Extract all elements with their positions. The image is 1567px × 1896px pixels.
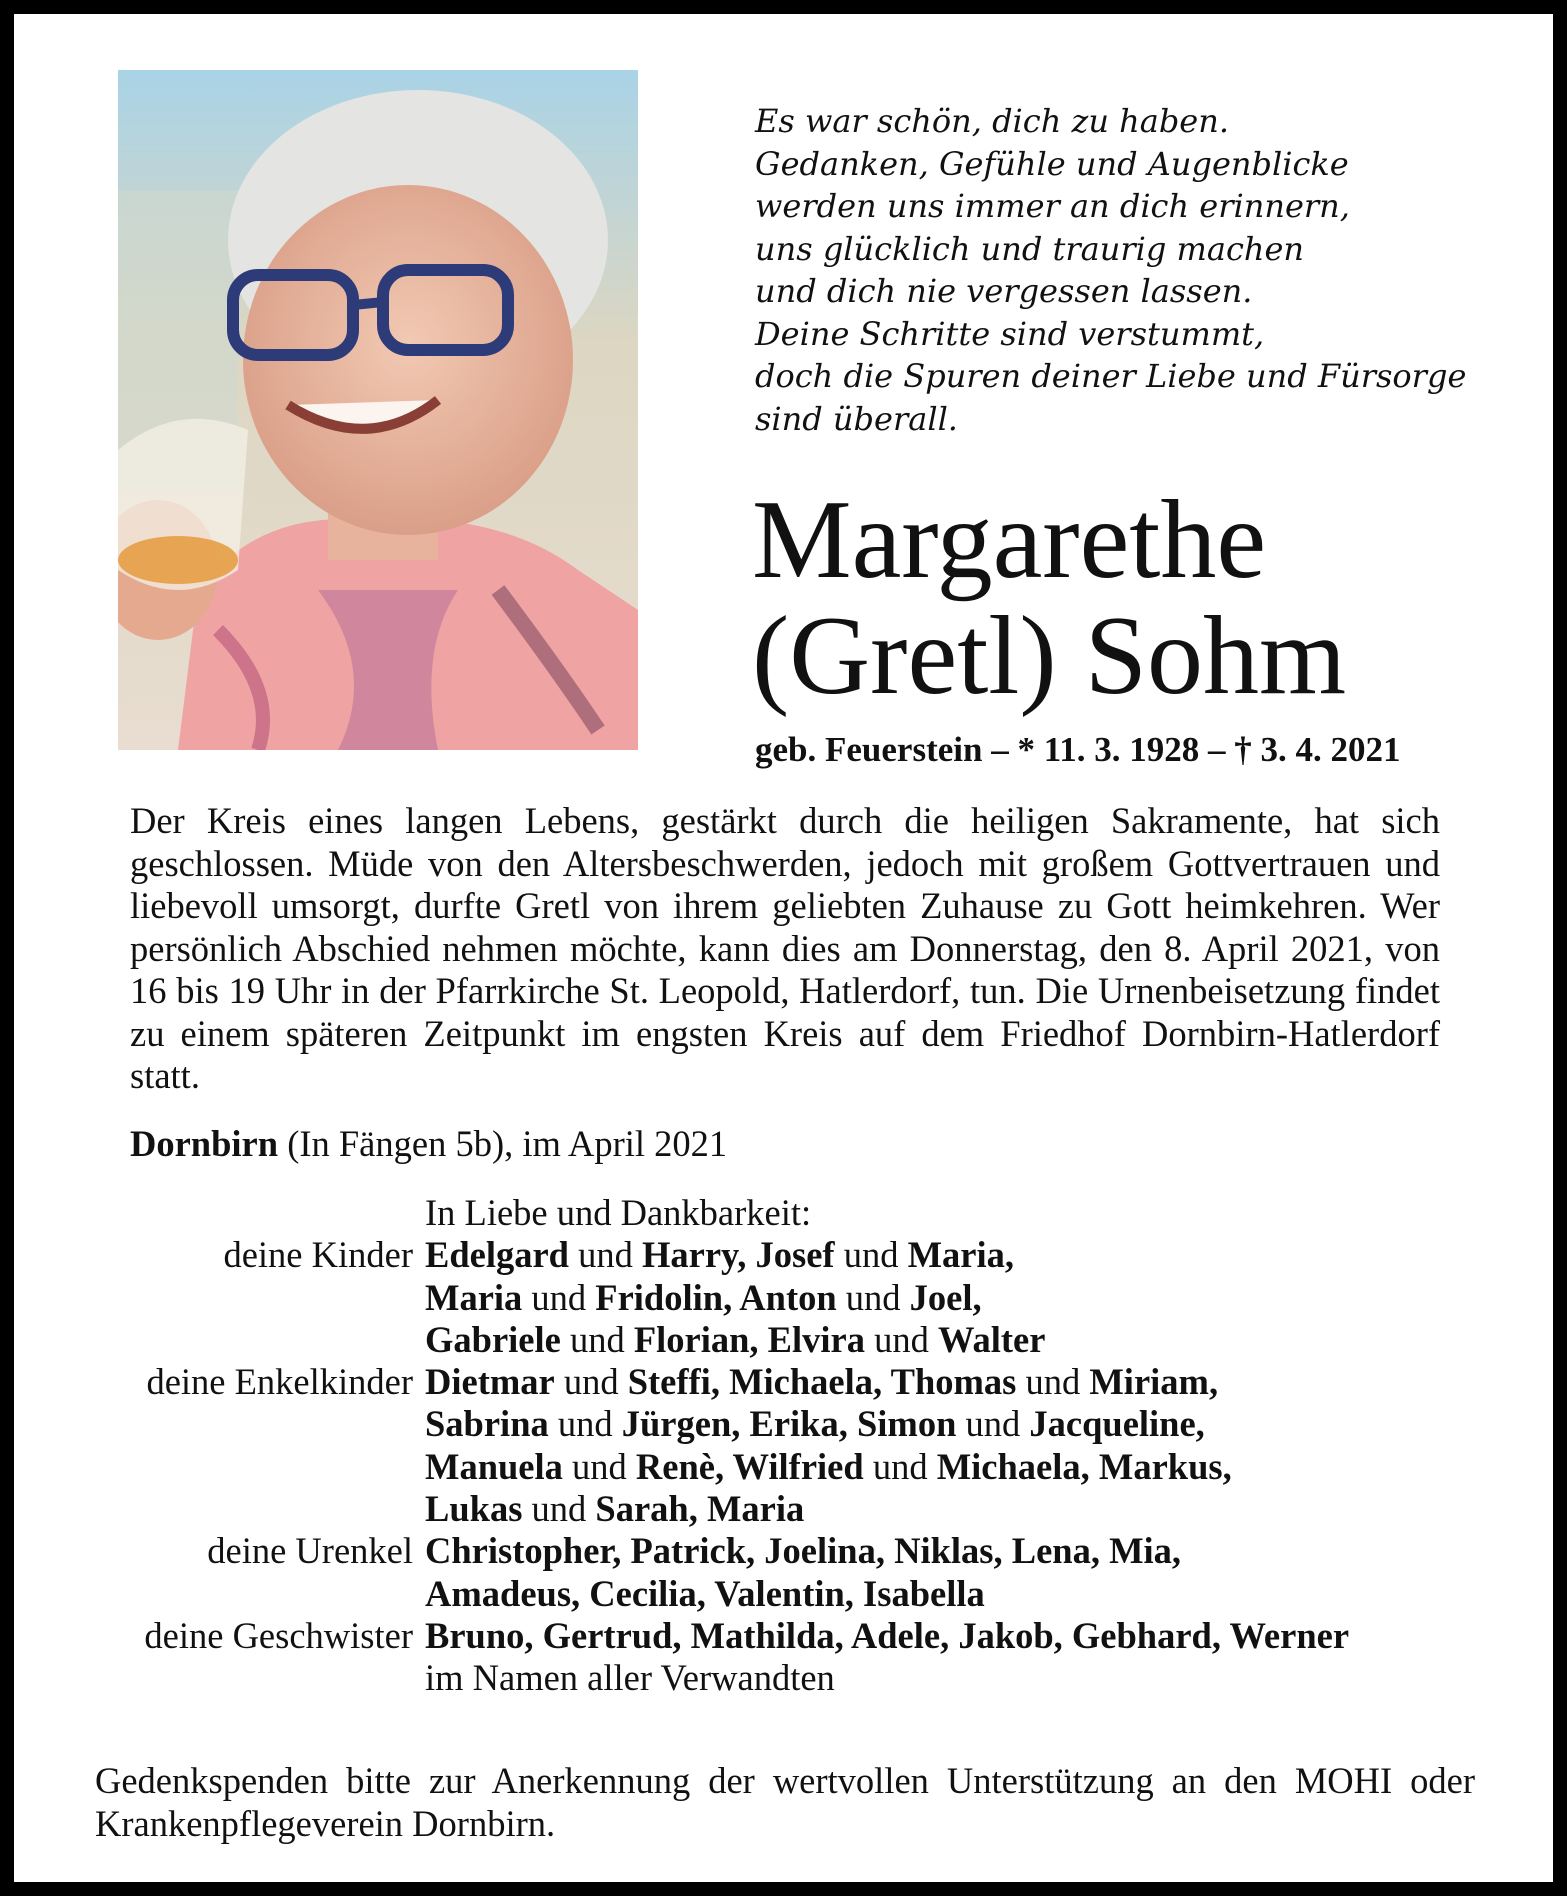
poem-line: werden uns immer an dich erinnern, (755, 187, 1350, 225)
names-line: Bruno, Gertrud, Mathilda, Adele, Jakob, Gebhard, Werner (425, 1614, 1350, 1656)
poem-line: sind überall. (755, 399, 958, 438)
place-and-date (130, 1122, 1430, 1165)
children-label: deine Kinder (223, 1234, 413, 1276)
family-list (80, 1192, 1500, 1700)
deceased-name (752, 478, 1532, 718)
grandchildren-names (425, 1361, 1500, 1530)
poem-line: Es war schön, dich zu haben. (755, 102, 1230, 140)
greatgrandchildren-label: deine Urenkel (207, 1530, 413, 1572)
poem-line: Gedanken, Gefühle und Augenblicke (755, 144, 1349, 183)
name-line-1: Margarethe (752, 478, 1267, 602)
names-line: Manuela und Renè, Wilfried und Michaela, Markus, (425, 1445, 1232, 1487)
poem-line: und dich nie vergessen lassen. (755, 272, 1253, 310)
siblings-names (425, 1615, 1500, 1700)
family-group-children (80, 1234, 1500, 1361)
birth-death-dates: geb. Feuerstein – * 11. 3. 1928 – † 3. 4. 2021 (755, 730, 1401, 769)
family-group-grandchildren (80, 1361, 1500, 1530)
names-line: Maria und Fridolin, Anton und Joel, (425, 1276, 982, 1318)
names-line: Lukas und Sarah, Maria (425, 1488, 805, 1530)
names-line: Gabriele und Florian, Elvira und Walter (425, 1318, 1046, 1360)
poem-line: uns glücklich und traurig machen (755, 229, 1305, 268)
donation-note: Gedenkspenden bitte zur Anerkennung der wertvollen Unterstützung an den MOHI oder Krankenpflegeverein Dornbirn. (95, 1760, 1475, 1844)
names-line: Christopher, Patrick, Joelina, Niklas, Lena, Mia, (425, 1530, 1182, 1572)
family-closing: im Namen aller Verwandten (425, 1657, 835, 1699)
greatgrandchildren-names (425, 1530, 1500, 1615)
names-line: Edelgard und Harry, Josef und Maria, (425, 1234, 1015, 1276)
family-group-siblings (80, 1615, 1500, 1700)
names-line: Sabrina und Jürgen, Erika, Simon und Jacqueline, (425, 1403, 1205, 1445)
siblings-label: deine Geschwister (144, 1614, 413, 1656)
place-details: (In Fängen 5b), im April 2021 (278, 1123, 728, 1164)
family-group-greatgrandchildren (80, 1530, 1500, 1615)
announcement-text: Der Kreis eines langen Lebens, gestärkt durch die heiligen Sakramente, hat sich geschlossen. Müde von den Altersbeschwerden, jedoch mit großem Gottvertrauen und liebevoll umsorgt, durfte Gretl von ihrem geliebten Zuhause zu Gott heimkehren. Wer persönlich Abschied nehmen möchte, kann dies am Donnerstag, den 8. April 2021, von 16 bis 19 Uhr in der Pfarrkirche St. Leopold, Hatlerdorf, tun. Die Urnenbeisetzung findet zu einem späteren Zeitpunkt im engsten Kreis auf dem Friedhof Dornbirn-Hatlerdorf statt. (130, 800, 1440, 1096)
grandchildren-label: deine Enkelkinder (146, 1361, 413, 1403)
portrait-photo (118, 70, 638, 750)
family-heading: In Liebe und Dankbarkeit: (425, 1192, 812, 1233)
memorial-poem (755, 100, 1495, 440)
place-city: Dornbirn (130, 1123, 279, 1164)
names-line: Amadeus, Cecilia, Valentin, Isabella (425, 1572, 985, 1614)
portrait-icon (118, 70, 638, 750)
poem-line: doch die Spuren deiner Liebe und Fürsorge (755, 357, 1467, 395)
name-line-2: (Gretl) Sohm (752, 594, 1347, 718)
poem-line: Deine Schritte sind verstummt, (755, 314, 1265, 353)
names-line: Dietmar und Steffi, Michaela, Thomas und Miriam, (425, 1361, 1219, 1403)
family-heading-row (80, 1192, 1500, 1234)
children-names (425, 1234, 1500, 1361)
